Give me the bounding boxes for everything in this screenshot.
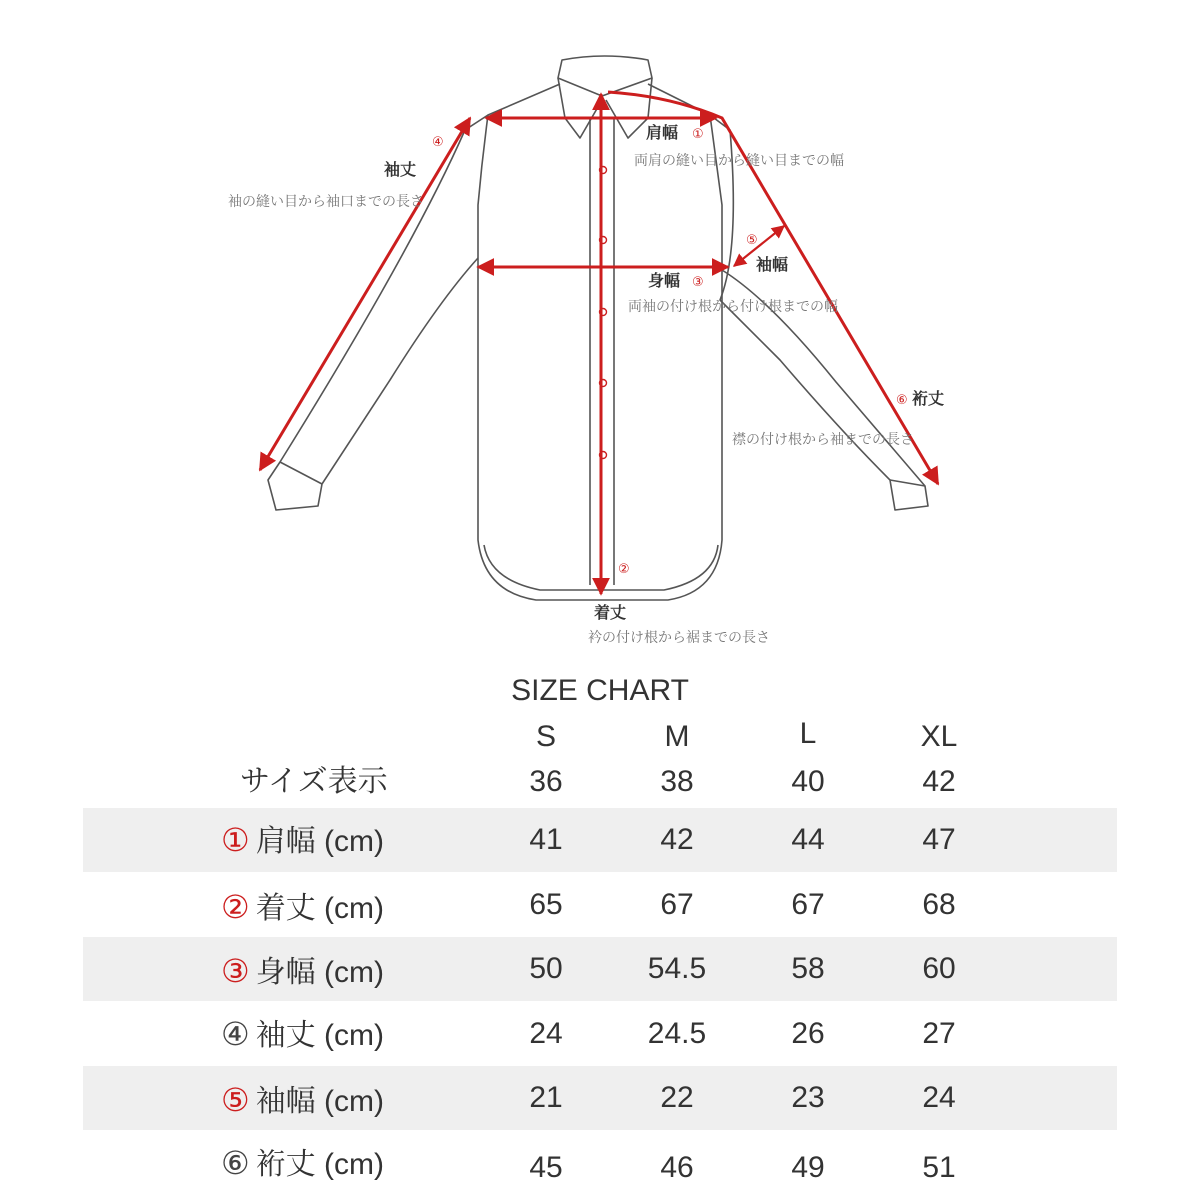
table-cell: 58 <box>791 952 825 985</box>
row-number: ⑤ <box>221 1082 250 1118</box>
table-cell: 67 <box>660 888 694 921</box>
sleeve-title: 袖丈 <box>384 160 417 179</box>
row-label: 袖丈 (cm) <box>255 1019 384 1052</box>
row-label: 身幅 (cm) <box>255 956 384 989</box>
armhole-title: 袖幅 <box>756 255 789 274</box>
table-row <box>83 1131 1117 1195</box>
shirt-outline <box>268 56 928 600</box>
table-cell: 42 <box>660 823 694 856</box>
size-header-s: S <box>535 720 557 753</box>
size-chart-title: SIZE CHART <box>511 674 689 707</box>
size-label-value: 40 <box>791 765 825 798</box>
table-cell: 51 <box>922 1151 956 1184</box>
size-label-value: 38 <box>660 765 694 798</box>
size-header-xl: XL <box>920 720 958 753</box>
table-row <box>83 1066 1117 1130</box>
table-cell: 47 <box>922 823 956 856</box>
row-label: 裄丈 (cm) <box>255 1148 384 1181</box>
chest-desc: 両袖の付け根から付け根までの幅 <box>628 299 838 315</box>
yuki-desc: 襟の付け根から袖までの長さ <box>732 432 914 448</box>
table-cell: 49 <box>791 1151 825 1184</box>
table-cell: 24 <box>922 1081 956 1114</box>
chest-title: 身幅 <box>648 271 681 290</box>
table-cell: 46 <box>660 1151 694 1184</box>
row-label: 着丈 (cm) <box>255 892 384 925</box>
sleeve-num: ④ <box>432 135 444 150</box>
table-cell: 21 <box>529 1081 563 1114</box>
row-number: ⑥ <box>221 1145 250 1181</box>
size-header-m: M <box>664 720 690 753</box>
shoulder-title: 肩幅 <box>646 123 679 142</box>
table-cell: 41 <box>529 823 563 856</box>
table-cell: 26 <box>791 1017 825 1050</box>
row-label: 肩幅 (cm) <box>255 825 384 858</box>
row-number: ④ <box>221 1016 250 1052</box>
table-cell: 27 <box>922 1017 956 1050</box>
table-cell: 22 <box>660 1081 694 1114</box>
table-cell: 60 <box>922 952 956 985</box>
table-cell: 65 <box>529 888 563 921</box>
table-cell: 23 <box>791 1081 825 1114</box>
yuki-title: 裄丈 <box>912 389 945 408</box>
row-number: ② <box>221 889 250 925</box>
armhole-num: ⑤ <box>746 233 758 248</box>
row-number: ① <box>221 822 250 858</box>
row-label: 袖幅 (cm) <box>255 1085 384 1118</box>
chest-num: ③ <box>692 275 704 290</box>
sleeve-desc: 袖の縫い目から袖口までの長さ <box>228 194 424 210</box>
table-cell: 45 <box>529 1151 563 1184</box>
table-row <box>83 937 1117 1001</box>
table-row <box>83 1002 1117 1066</box>
table-cell: 24 <box>529 1017 563 1050</box>
length-title: 着丈 <box>594 603 627 622</box>
size-label-value: 42 <box>922 765 956 798</box>
length-desc: 衿の付け根から裾までの長さ <box>588 630 770 646</box>
table-cell: 54.5 <box>647 952 707 985</box>
shoulder-desc: 両肩の縫い目から縫い目までの幅 <box>634 153 844 169</box>
table-row <box>83 873 1117 937</box>
table-cell: 68 <box>922 888 956 921</box>
size-label-value: 36 <box>529 765 563 798</box>
table-cell: 44 <box>791 823 825 856</box>
table-cell: 67 <box>791 888 825 921</box>
size-label-row-label: サイズ表示 <box>240 765 388 798</box>
table-cell: 50 <box>529 952 563 985</box>
shoulder-num: ① <box>692 127 704 142</box>
length-num: ② <box>618 562 630 577</box>
yuki-num: ⑥ <box>896 393 908 408</box>
row-number: ③ <box>221 953 250 989</box>
table-row <box>83 808 1117 872</box>
size-header-l: L <box>799 717 817 750</box>
table-cell: 24.5 <box>647 1017 707 1050</box>
